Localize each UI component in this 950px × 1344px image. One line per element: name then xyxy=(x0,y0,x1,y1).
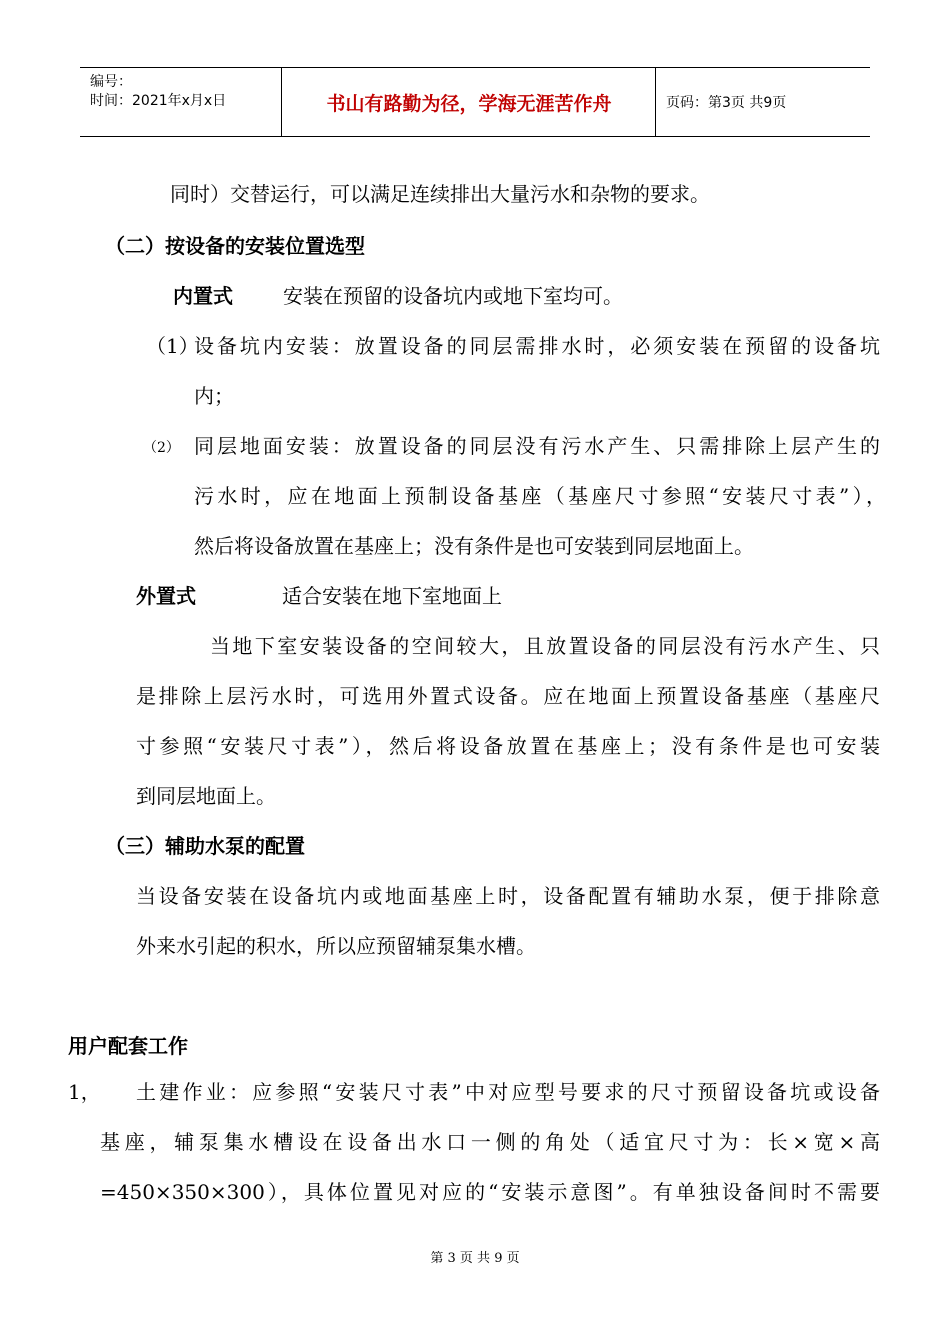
page-footer: 第 3 页 共 9 页 xyxy=(430,1251,520,1266)
paragraph-line: 寸参照“安装尺寸表”），然后将设备放置在基座上；没有条件是也可安装 xyxy=(136,734,880,758)
item-text: 污水时，应在地面上预制设备基座（基座尺寸参照“安装尺寸表”）， xyxy=(194,484,886,508)
paragraph-line: 外来水引起的积水，所以应预留辅泵集水槽。 xyxy=(136,934,536,958)
item-text: 然后将设备放置在基座上；没有条件是也可安装到同层地面上。 xyxy=(194,534,754,558)
item-number: 1， xyxy=(68,1080,101,1104)
item-number: （2） xyxy=(143,440,180,456)
item-text: 土建作业：应参照“安装尺寸表”中对应型号要求的尺寸预留设备坑或设备 xyxy=(136,1080,880,1104)
paragraph-line: 当地下室安装设备的空间较大，且放置设备的同层没有污水产生、只 xyxy=(210,634,880,658)
internal-label: 内置式 xyxy=(173,284,233,308)
paragraph-line: 是排除上层污水时，可选用外置式设备。应在地面上预置设备基座（基座尺 xyxy=(136,684,880,708)
header-divider xyxy=(655,68,656,136)
item-text: 基座，辅泵集水槽设在设备出水口一侧的角处（适宜尺寸为：长×宽×高 xyxy=(100,1130,880,1154)
paragraph-line: 同时）交替运行，可以满足连续排出大量污水和杂物的要求。 xyxy=(170,182,710,206)
item-text: 同层地面安装：放置设备的同层没有污水产生、只需排除上层产生的 xyxy=(194,434,880,458)
item-number: （1） xyxy=(146,334,199,358)
date-label: 时间：2021年x月x日 xyxy=(90,93,227,109)
paragraph-line: 当设备安装在设备坑内或地面基座上时，设备配置有辅助水泵，便于排除意 xyxy=(136,884,880,908)
item-text: =450×350×300），具体位置见对应的“安装示意图”。有单独设备间时不需要 xyxy=(100,1180,880,1204)
internal-text: 安装在预留的设备坑内或地下室均可。 xyxy=(283,284,623,308)
paragraph-line: 到同层地面上。 xyxy=(136,784,276,808)
header-motto: 书山有路勤为径，学海无涯苦作舟 xyxy=(326,92,612,115)
header-divider xyxy=(281,68,282,136)
item-text: 内； xyxy=(194,384,234,408)
section-heading: （二）按设备的安装位置选型 xyxy=(105,234,365,258)
section-heading: （三）辅助水泵的配置 xyxy=(105,834,305,858)
number-label: 编号： xyxy=(90,74,132,90)
header-page-info: 页码：第3页 共9页 xyxy=(666,95,787,111)
section-heading: 用户配套工作 xyxy=(68,1034,188,1058)
header-left-cell xyxy=(90,73,226,111)
item-text: 设备坑内安装：放置设备的同层需排水时，必须安装在预留的设备坑 xyxy=(194,334,880,358)
external-text: 适合安装在地下室地面上 xyxy=(282,584,502,608)
external-label: 外置式 xyxy=(136,584,196,608)
header-table xyxy=(80,67,870,137)
